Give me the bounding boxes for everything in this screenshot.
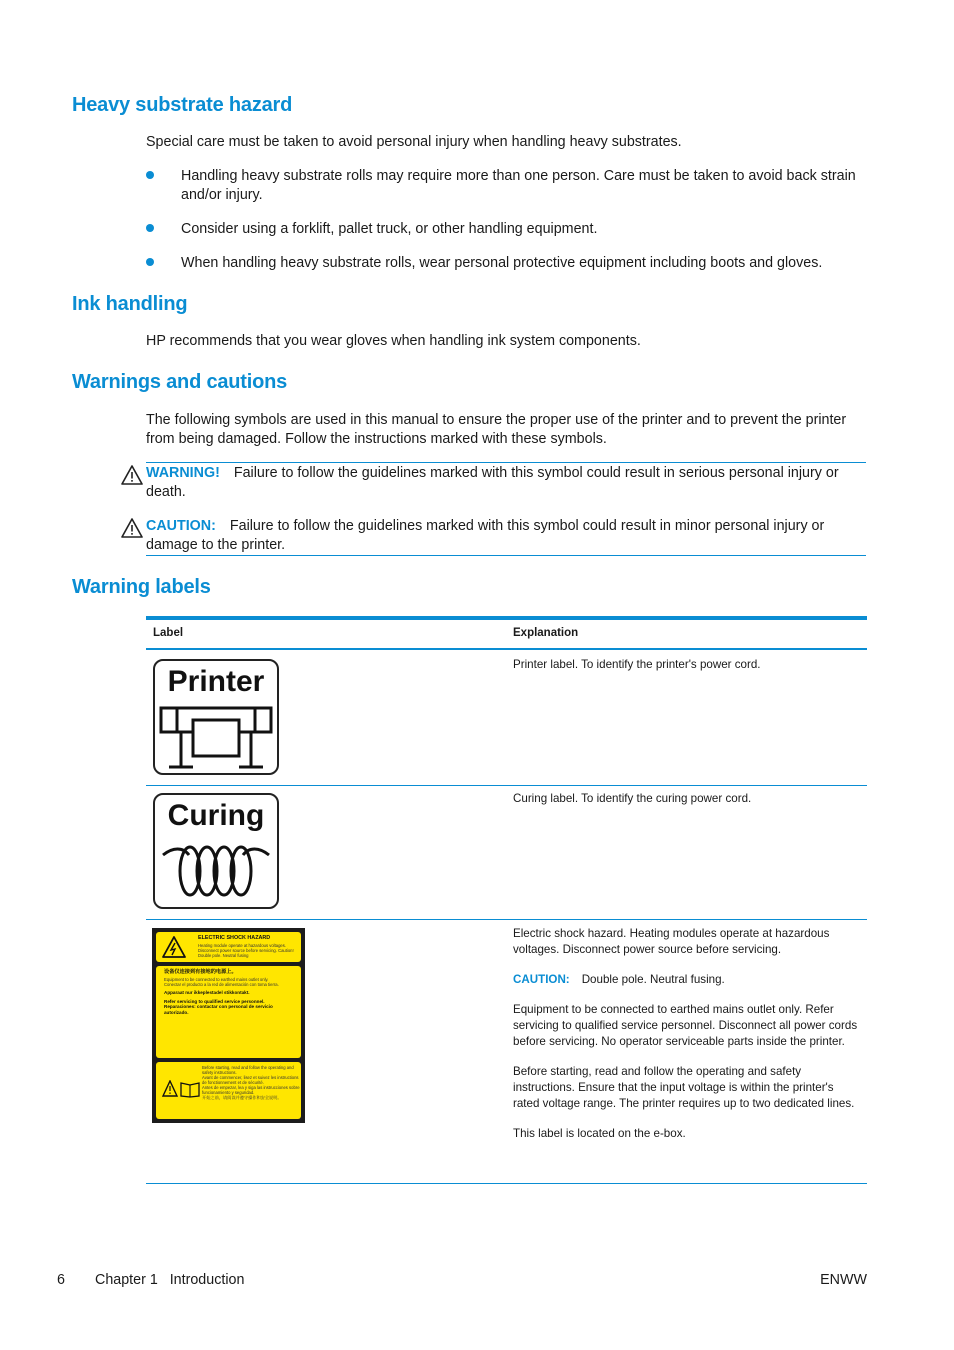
warning-label: WARNING!: [146, 465, 220, 481]
section-title-warnings-cautions: Warnings and cautions: [72, 371, 288, 393]
caution-line: [513, 972, 858, 988]
table-header-rule: [146, 648, 867, 650]
shock-label-bottom-panel: [156, 1062, 301, 1119]
shock-label-top-panel: [156, 932, 301, 962]
explanation-paragraph: This label is located on the e-box.: [513, 1127, 686, 1140]
list-item: [146, 167, 866, 205]
explanation-paragraph: Electric shock hazard. Heating modules operate at hazardous voltages. Disconnect power source before servicing.: [513, 927, 830, 956]
read-manual-icon: [162, 1080, 202, 1098]
curing-label-explanation: Curing label. To identify the curing power cord.: [513, 792, 752, 805]
printer-label-explanation: Printer label. To identify the printer's power cord.: [513, 658, 761, 671]
divider: [146, 1183, 867, 1184]
shock-label-line: Avant de commencer, lisez et suivez les instructions de fonctionnement et de sécurité.: [202, 1075, 299, 1085]
column-header-explanation: Explanation: [513, 627, 579, 639]
explanation-paragraph: Equipment to be connected to earthed mains outlet only. Refer servicing to qualified service personnel. Disconnect all power cords before servicing. No operator serviceable parts inside the printer.: [513, 1003, 858, 1048]
shock-label-line: Refer servicing to qualified service personnel.: [164, 998, 265, 1004]
shock-label-subtitle: Heating module operate at hazardous voltages. Disconnect power source before servicing. Caution! Double pole. Neutral fusing: [198, 943, 294, 958]
ink-handling-intro: HP recommends that you wear gloves when handling ink system components.: [146, 333, 641, 349]
caution-text: Failure to follow the guidelines marked with this symbol could result in minor personal injury or damage to the printer.: [146, 518, 825, 553]
table-top-rule: [146, 616, 867, 620]
electric-shock-explanation: [513, 926, 858, 1156]
printer-icon: [159, 705, 273, 771]
page-number: 6: [57, 1272, 65, 1288]
curing-label-word: Curing: [167, 799, 265, 832]
electric-shock-label-image: [152, 928, 305, 1123]
warning-text: Failure to follow the guidelines marked with this symbol could result in serious personal injury or death.: [146, 465, 839, 500]
caution-label: CAUTION:: [513, 973, 570, 986]
caution-text: Double pole. Neutral fusing.: [581, 973, 725, 986]
list-item: [146, 254, 866, 273]
bullet-icon: [146, 258, 154, 266]
shock-label-line: Apparaat nur ikkeplestadel stikkontakt.: [164, 990, 250, 996]
caution-note: [146, 515, 866, 556]
shock-label-title: ELECTRIC SHOCK HAZARD: [198, 935, 271, 941]
shock-label-line: Antes de empezar, lea y siga las instrucciones sobre funcionamiento y seguridad.: [202, 1085, 300, 1095]
divider: [146, 555, 866, 556]
printer-label-image: [153, 659, 279, 775]
curing-label-image: [153, 793, 279, 909]
bullet-icon: [146, 171, 154, 179]
electric-shock-icon: [162, 936, 186, 958]
divider: [146, 462, 866, 463]
warning-triangle-icon: [121, 465, 143, 485]
column-header-label: Label: [153, 627, 184, 639]
list-item: [146, 220, 866, 239]
shock-label-line: 设备仅连接到有接地的电源上。: [164, 969, 237, 975]
shock-label-line: Reparaciones: contactar con personal de servicio autorizado.: [164, 1004, 273, 1015]
warning-note: [146, 462, 866, 502]
caution-triangle-icon: [121, 518, 143, 538]
shock-label-line: Conectar el producto a la red de alimentación con toma tierra.: [164, 982, 279, 988]
shock-label-line: Before starting, read and follow the operating and safety instructions.: [202, 1065, 294, 1075]
shock-label-line: 开始之前，请阅读并遵守操作和安全说明。: [202, 1095, 282, 1100]
printer-label-word: Printer: [167, 665, 265, 698]
divider: [146, 919, 867, 920]
section-title-heavy-substrate: Heavy substrate hazard: [72, 94, 293, 116]
list-item-text: When handling heavy substrate rolls, wear personal protective equipment including boots and gloves.: [181, 255, 823, 271]
list-item-text: Handling heavy substrate rolls may require more than one person. Care must be taken to avoid back strain and/or injury.: [181, 168, 856, 203]
caution-label: CAUTION:: [146, 518, 216, 534]
shock-label-middle-panel: [156, 966, 301, 1058]
explanation-paragraph: Before starting, read and follow the operating and safety instructions. Ensure that the input voltage is within the printer's rated voltage range. The printer requires up to two dedicated lines.: [513, 1065, 855, 1110]
heavy-substrate-intro: Special care must be taken to avoid personal injury when handling heavy substrates.: [146, 134, 682, 150]
coil-icon: [159, 841, 273, 903]
footer-locale: ENWW: [820, 1272, 867, 1288]
list-item-text: Consider using a forklift, pallet truck, or other handling equipment.: [181, 221, 598, 237]
footer-chapter: Chapter 1 Introduction: [95, 1272, 245, 1288]
divider: [146, 785, 867, 786]
bullet-icon: [146, 224, 154, 232]
section-title-warning-labels: Warning labels: [72, 576, 211, 598]
section-title-ink-handling: Ink handling: [72, 293, 188, 315]
warnings-intro: The following symbols are used in this manual to ensure the proper use of the printer and to prevent the printer from being damaged. Follow the instructions marked with these symbols.: [146, 412, 847, 447]
shock-label-line: Equipment to be connected to earthed mains outlet only.: [164, 977, 269, 983]
